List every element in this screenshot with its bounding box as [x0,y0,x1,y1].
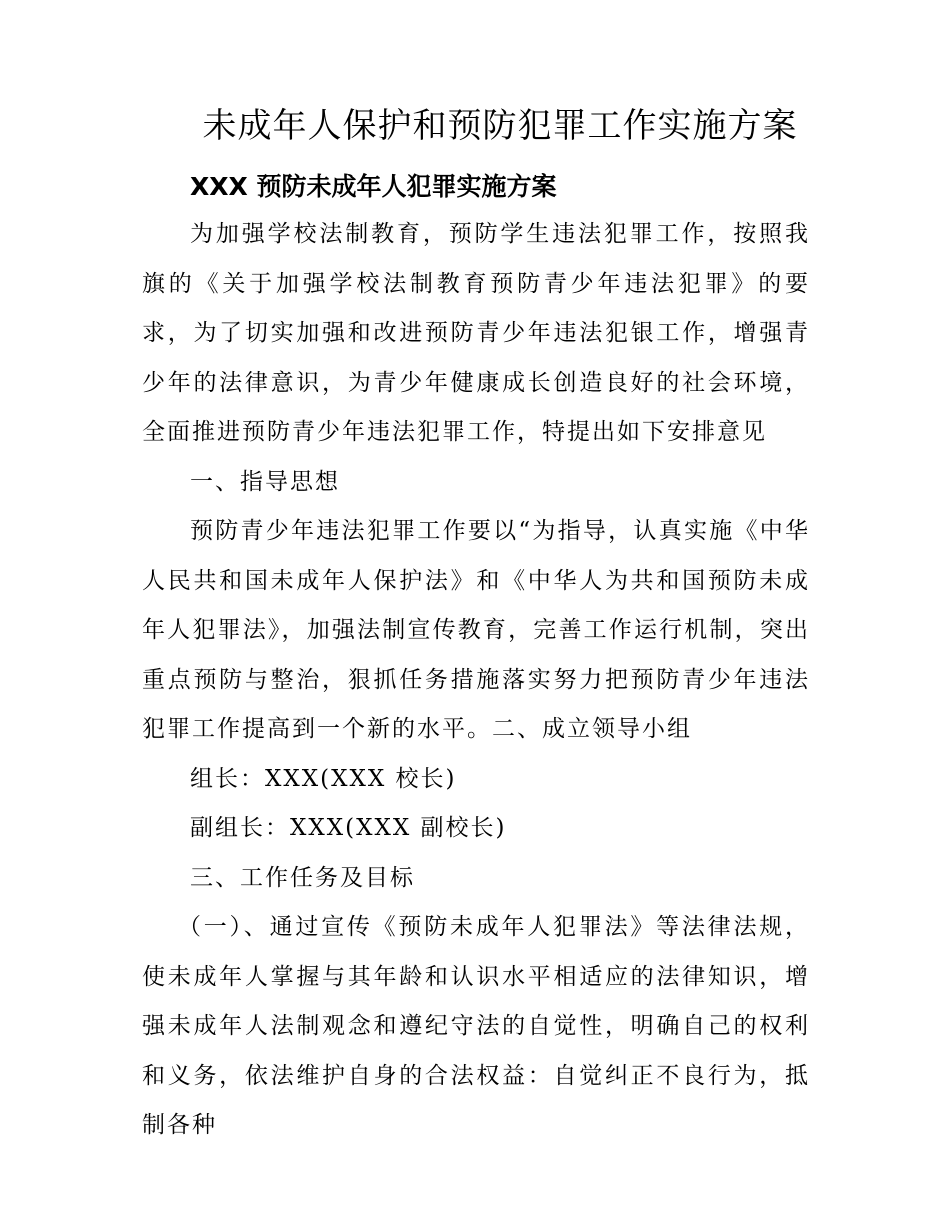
paragraph-task-one: （一）、通过宣传《预防未成年人犯罪法》等法律法规，使未成年人掌握与其年龄和认识水平相适应的法律知识，增强未成年人法制观念和遵纪守法的自觉性，明确自己的权利和义务，依法维护自身的合法权益：自觉纠正不良行为，抵制各种 [142,914,810,1138]
paragraph-intro: 为加强学校法制教育，预防学生违法犯罪工作，按照我旗的《关于加强学校法制教育预防青少年违法犯罪》的要求，为了切实加强和改进预防青少年违法犯银工作，增强青少年的法律意识，为青少年健康成长创造良好的社会环境，全面推进预防青少年违法犯罪工作，特提出如下安排意见 [142,221,810,445]
document-subtitle: XXX 预防未成年人犯罪实施方案 [190,172,557,201]
paragraph-group-leader: 组长：XXX(XXX 校长) [190,765,457,792]
section-heading-tasks-goals: 三、工作任务及目标 [190,864,415,891]
paragraph-deputy-leader: 副组长：XXX(XXX 副校长) [190,815,507,841]
document-title: 未成年人保护和预防犯罪工作实施方案 [202,106,798,146]
document-body [142,210,810,1151]
paragraph-guiding-ideology: 预防青少年违法犯罪工作要以“为指导，认真实施《中华人民共和国未成年人保护法》和《中华人为共和国预防未成年人犯罪法》，加强法制宣传教育，完善工作运行机制，突出重点预防与整治，狠抓任务措施落实努力把预防青少年违法犯罪工作提高到一个新的水平。二、成立领导小组 [142,518,810,742]
section-heading-guiding-ideology: 一、指导思想 [190,468,340,495]
